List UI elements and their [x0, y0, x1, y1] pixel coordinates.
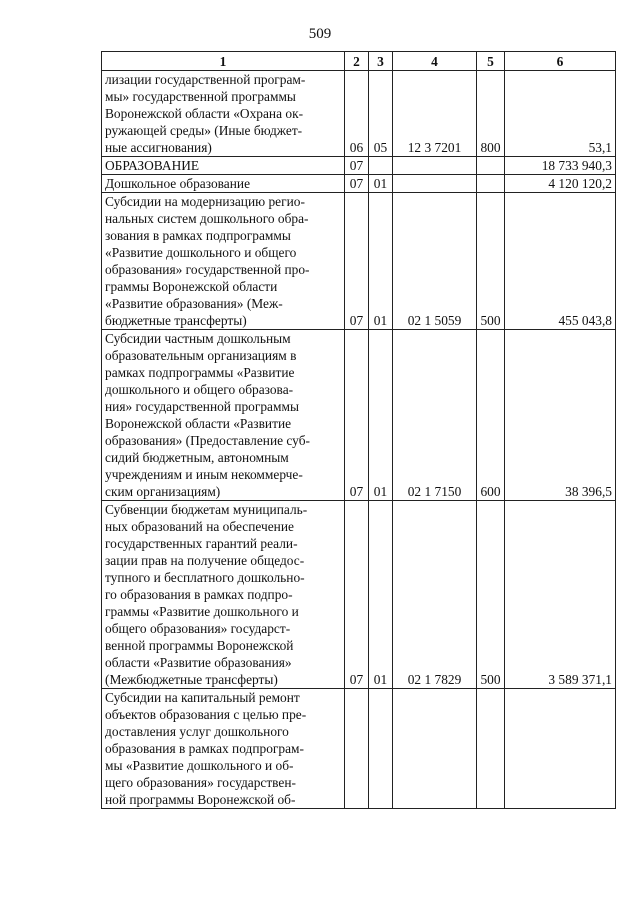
section-code-cell: 07	[345, 175, 369, 193]
amount-cell	[505, 689, 616, 809]
target-code-cell: 02 1 7150	[393, 330, 477, 501]
target-code-cell	[393, 689, 477, 809]
target-code-cell	[393, 175, 477, 193]
section-code-cell: 07	[345, 193, 369, 330]
section-code-cell: 07	[345, 157, 369, 175]
subsection-code-cell: 01	[369, 193, 393, 330]
row-name: Дошкольное образование	[105, 176, 251, 191]
target-code-cell	[393, 157, 477, 175]
table-row	[102, 330, 616, 501]
row-name: лизации государственной програм- мы» государственной программы Воронежской области «Охрана ок- ружающей среды» (Иные бюджет- ные ассигнования)	[105, 72, 306, 155]
column-header: 2	[345, 52, 369, 71]
table-row	[102, 689, 616, 809]
row-name-cell	[102, 501, 345, 689]
section-code-cell	[345, 689, 369, 809]
amount-cell: 38 396,5	[505, 330, 616, 501]
table-header-row	[102, 52, 616, 71]
column-header: 5	[477, 52, 505, 71]
target-code-cell: 02 1 7829	[393, 501, 477, 689]
section-code-cell: 07	[345, 501, 369, 689]
row-name: Субсидии на модернизацию регио- нальных систем дошкольного обра- зования в рамках подпрограммы «Развитие дошкольного и общего образования» государственной про- граммы Воронежской области «Развитие образования» (Меж- бюджетные трансферты)	[105, 194, 310, 328]
row-name: Субсидии на капитальный ремонт объектов образования с целью пре- доставления услуг дошкольного образования в рамках подпрограм- мы «Развитие дошкольного и об- щего образования» государствен- ной программы Воронежской об-	[105, 690, 307, 807]
table-row	[102, 193, 616, 330]
row-name-cell	[102, 71, 345, 157]
expense-type-cell	[477, 157, 505, 175]
row-name: Субсидии частным дошкольным образовательным организациям в рамках подпрограммы «Развитие дошкольного и общего образова- ния» государственной программы Воронежской области «Развитие образования» (Предоставление суб- сидий бюджетным, автономным учреждениям и иным некоммерче- ским организациям)	[105, 331, 310, 499]
table-row	[102, 157, 616, 175]
table-row	[102, 71, 616, 157]
subsection-code-cell: 01	[369, 330, 393, 501]
row-name: Субвенции бюджетам муниципаль- ных образований на обеспечение государственных гарантий реали- зации прав на получение общедос- тупного и бесплатного дошкольно- го образования в рамках подпро- граммы «Развитие дошкольного и общего образования» государст- венной программы Воронежской области «Развитие образования» (Межбюджетные трансферты)	[105, 502, 308, 687]
amount-cell: 53,1	[505, 71, 616, 157]
expense-type-cell: 500	[477, 193, 505, 330]
row-name-cell	[102, 689, 345, 809]
column-header: 1	[102, 52, 345, 71]
amount-cell: 4 120 120,2	[505, 175, 616, 193]
page-number: 509	[308, 26, 332, 42]
row-name: ОБРАЗОВАНИЕ	[105, 158, 200, 173]
amount-cell: 455 043,8	[505, 193, 616, 330]
table-row	[102, 175, 616, 193]
expense-type-cell	[477, 689, 505, 809]
table-row	[102, 501, 616, 689]
column-header: 6	[505, 52, 616, 71]
amount-cell: 18 733 940,3	[505, 157, 616, 175]
expense-type-cell	[477, 175, 505, 193]
amount-cell: 3 589 371,1	[505, 501, 616, 689]
row-name-cell	[102, 157, 345, 175]
subsection-code-cell: 05	[369, 71, 393, 157]
expense-type-cell: 500	[477, 501, 505, 689]
budget-table	[101, 51, 616, 809]
column-header: 3	[369, 52, 393, 71]
expense-type-cell: 600	[477, 330, 505, 501]
subsection-code-cell: 01	[369, 501, 393, 689]
column-header: 4	[393, 52, 477, 71]
subsection-code-cell: 01	[369, 175, 393, 193]
row-name-cell	[102, 193, 345, 330]
section-code-cell: 07	[345, 330, 369, 501]
row-name-cell	[102, 330, 345, 501]
section-code-cell: 06	[345, 71, 369, 157]
subsection-code-cell	[369, 689, 393, 809]
target-code-cell: 12 3 7201	[393, 71, 477, 157]
row-name-cell	[102, 175, 345, 193]
target-code-cell: 02 1 5059	[393, 193, 477, 330]
expense-type-cell: 800	[477, 71, 505, 157]
subsection-code-cell	[369, 157, 393, 175]
